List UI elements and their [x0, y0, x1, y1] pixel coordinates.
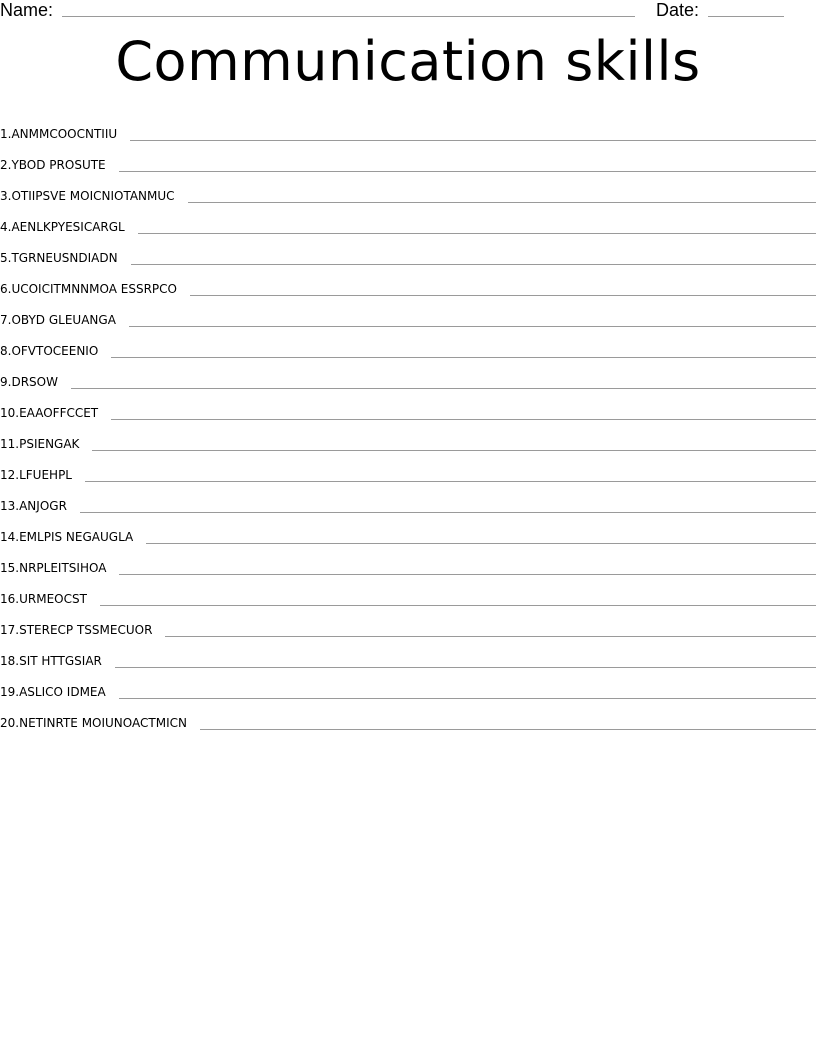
question-number: 3.: [0, 189, 12, 203]
question-row: [0, 669, 816, 700]
question-number: 2.: [0, 158, 12, 172]
answer-line[interactable]: [190, 282, 816, 296]
question-number: 9.: [0, 375, 12, 389]
scrambled-word: DRSOW: [11, 375, 58, 389]
scrambled-word: UCOICITMNNMOA ESSRPCO: [11, 282, 177, 296]
scrambled-word: OFVTOCEENIO: [11, 344, 99, 358]
scrambled-word: NETINRTE MOIUNOACTMICN: [19, 716, 187, 730]
question-number: 20.: [0, 716, 20, 730]
scrambled-word: EMLPIS NEGAUGLA: [19, 530, 134, 544]
question-row: [0, 173, 816, 204]
question-row: [0, 483, 816, 514]
scrambled-word: AENLKPYESICARGL: [11, 220, 125, 234]
question-row: [0, 359, 816, 390]
answer-line[interactable]: [200, 716, 816, 730]
question-number: 4.: [0, 220, 12, 234]
scrambled-word: NRPLEITSIHOA: [19, 561, 107, 575]
question-row: [0, 638, 816, 669]
question-number: 1.: [0, 127, 12, 141]
question-row: [0, 390, 816, 421]
question-list: [0, 111, 816, 731]
scrambled-word: SIT HTTGSIAR: [19, 654, 102, 668]
question-row: [0, 297, 816, 328]
date-label: Date:: [656, 0, 700, 20]
question-row: [0, 452, 816, 483]
answer-line[interactable]: [85, 468, 816, 482]
answer-line[interactable]: [71, 375, 816, 389]
scrambled-word: ASLICO IDMEA: [19, 685, 106, 699]
scrambled-word: ANJOGR: [19, 499, 67, 513]
question-number: 10.: [0, 406, 20, 420]
question-number: 13.: [0, 499, 20, 513]
scrambled-word: ANMMCOOCNTIIU: [11, 127, 118, 141]
question-row: [0, 545, 816, 576]
scrambled-word: TGRNEUSNDIADN: [11, 251, 118, 265]
scrambled-word: EAAOFFCCET: [19, 406, 99, 420]
answer-line[interactable]: [146, 530, 816, 544]
scrambled-word: OTIIPSVE MOICNIOTANMUC: [11, 189, 175, 203]
answer-line[interactable]: [111, 406, 816, 420]
question-row: [0, 111, 816, 142]
answer-line[interactable]: [111, 344, 816, 358]
question-number: 7.: [0, 313, 12, 327]
worksheet-header: [0, 0, 816, 22]
question-number: 15.: [0, 561, 20, 575]
answer-line[interactable]: [165, 623, 816, 637]
name-label: Name:: [0, 0, 54, 20]
answer-line[interactable]: [115, 654, 816, 668]
question-row: [0, 514, 816, 545]
question-row: [0, 328, 816, 359]
question-number: 16.: [0, 592, 20, 606]
name-field-line[interactable]: [62, 16, 635, 17]
date-field-line[interactable]: [708, 16, 784, 17]
answer-line[interactable]: [119, 158, 816, 172]
question-row: [0, 421, 816, 452]
answer-line[interactable]: [119, 685, 816, 699]
question-number: 17.: [0, 623, 20, 637]
scrambled-word: OBYD GLEUANGA: [11, 313, 116, 327]
question-number: 11.: [0, 437, 20, 451]
answer-line[interactable]: [119, 561, 816, 575]
page-title: Communication skills: [115, 30, 701, 93]
answer-line[interactable]: [129, 313, 816, 327]
question-row: [0, 204, 816, 235]
scrambled-word: PSIENGAK: [19, 437, 80, 451]
scrambled-word: YBOD PROSUTE: [11, 158, 106, 172]
question-row: [0, 607, 816, 638]
answer-line[interactable]: [100, 592, 816, 606]
scrambled-word: STERECP TSSMECUOR: [19, 623, 153, 637]
answer-line[interactable]: [131, 251, 816, 265]
question-number: 6.: [0, 282, 12, 296]
question-number: 19.: [0, 685, 20, 699]
question-number: 12.: [0, 468, 20, 482]
scrambled-word: LFUEHPL: [19, 468, 72, 482]
question-row: [0, 235, 816, 266]
question-number: 5.: [0, 251, 12, 265]
answer-line[interactable]: [92, 437, 816, 451]
answer-line[interactable]: [188, 189, 816, 203]
question-number: 14.: [0, 530, 20, 544]
question-number: 18.: [0, 654, 20, 668]
question-row: [0, 700, 816, 731]
question-row: [0, 266, 816, 297]
question-number: 8.: [0, 344, 12, 358]
question-row: [0, 576, 816, 607]
scrambled-word: URMEOCST: [19, 592, 87, 606]
question-row: [0, 142, 816, 173]
answer-line[interactable]: [130, 127, 816, 141]
answer-line[interactable]: [80, 499, 816, 513]
answer-line[interactable]: [138, 220, 816, 234]
